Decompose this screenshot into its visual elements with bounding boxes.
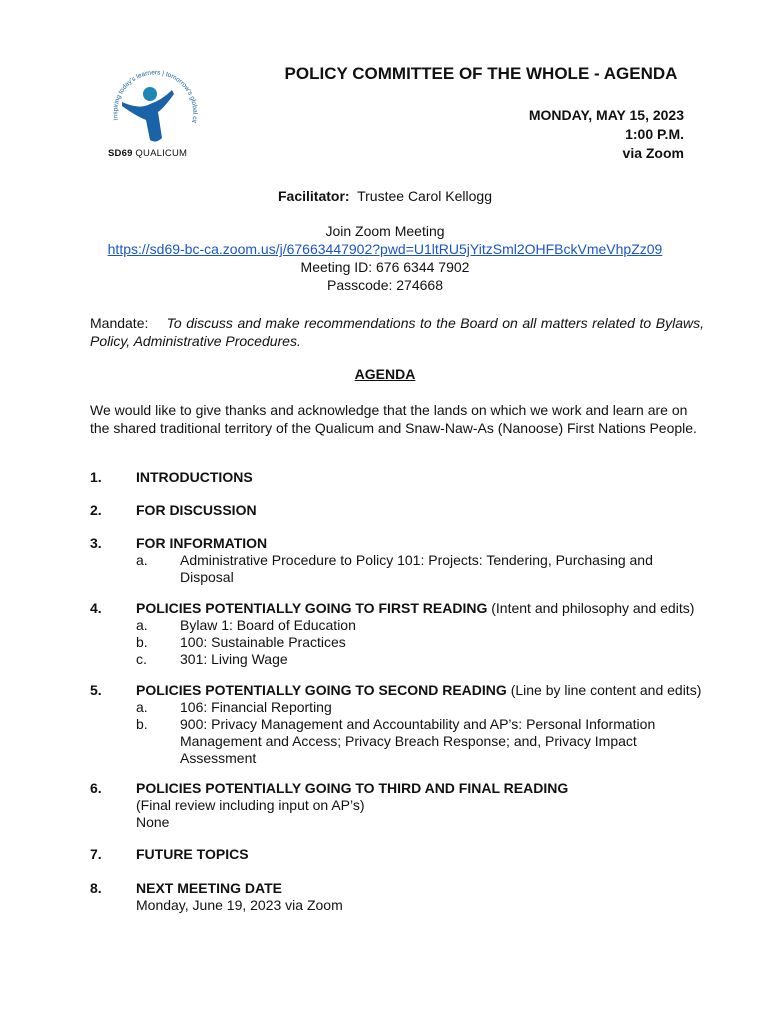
meeting-time: 1:00 P.M. bbox=[625, 126, 684, 142]
item-line: None bbox=[136, 814, 170, 830]
sub-item bbox=[136, 716, 706, 767]
item-number: 6. bbox=[90, 780, 102, 796]
item-title: POLICIES POTENTIALLY GOING TO SECOND READING bbox=[136, 682, 507, 698]
sub-item-letter: a. bbox=[136, 552, 148, 568]
facilitator-label: Facilitator: bbox=[278, 188, 350, 204]
sub-item-text: 100: Sustainable Practices bbox=[180, 634, 346, 650]
sub-item-text: Bylaw 1: Board of Education bbox=[180, 617, 356, 633]
land-acknowledgement: We would like to give thanks and acknowledge that the lands on which we work and learn are on the shared traditional territory of the Qualicum and Snaw-Naw-As (Nanoose) First Nations People. bbox=[90, 402, 697, 436]
item-title: FOR INFORMATION bbox=[136, 535, 268, 551]
sub-item-letter: a. bbox=[136, 617, 148, 633]
meeting-date-block bbox=[529, 106, 684, 163]
sub-item bbox=[136, 634, 706, 651]
item-note: (Line by line content and edits) bbox=[510, 682, 702, 698]
item-line: Monday, June 19, 2023 via Zoom bbox=[136, 897, 343, 913]
item-note: (Intent and philosophy and edits) bbox=[491, 600, 695, 616]
zoom-join-text: Join Zoom Meeting bbox=[325, 223, 445, 239]
sub-item-text: 900: Privacy Management and Accountability and AP’s: Personal Information Management and Access; Privacy Breach Response; and, Privacy Impact Assessment bbox=[180, 716, 656, 766]
item-title: NEXT MEETING DATE bbox=[136, 880, 282, 896]
zoom-meeting-link[interactable]: https://sd69-bc-ca.zoom.us/j/67663447902?pwd=U1ltRU5jYitzSml2OHFBckVmeVhpZz09 bbox=[107, 241, 663, 257]
item-title: FOR DISCUSSION bbox=[136, 502, 257, 518]
item-title: INTRODUCTIONS bbox=[136, 469, 253, 485]
item-number: 1. bbox=[90, 469, 102, 485]
item-number: 4. bbox=[90, 600, 102, 616]
sub-item-letter: a. bbox=[136, 699, 148, 715]
facilitator-name: Trustee Carol Kellogg bbox=[357, 188, 492, 204]
item-number: 7. bbox=[90, 846, 102, 862]
item-number: 3. bbox=[90, 535, 102, 551]
logo-org-name bbox=[108, 148, 187, 159]
sub-item-text: 106: Financial Reporting bbox=[180, 699, 332, 715]
meeting-location: via Zoom bbox=[622, 145, 684, 161]
item-title: POLICIES POTENTIALLY GOING TO FIRST READING bbox=[136, 600, 488, 616]
mandate bbox=[90, 314, 704, 350]
mandate-text: To discuss and make recommendations to the Board on all matters related to Bylaws, Policy, Administrative Procedures. bbox=[90, 315, 704, 349]
agenda-heading: AGENDA bbox=[354, 366, 416, 382]
facilitator-line bbox=[0, 188, 770, 204]
sub-item bbox=[136, 699, 706, 716]
sub-item-letter: b. bbox=[136, 716, 148, 732]
logo-arc-text: Inspiring today's learners | tomorrow's global cit bbox=[112, 69, 199, 124]
item-number: 2. bbox=[90, 502, 102, 518]
sub-item bbox=[136, 552, 706, 586]
mandate-label: Mandate: bbox=[90, 315, 149, 331]
page-title: POLICY COMMITTEE OF THE WHOLE - AGENDA bbox=[284, 64, 678, 83]
item-title: FUTURE TOPICS bbox=[136, 846, 249, 862]
sub-item-letter: b. bbox=[136, 634, 148, 650]
sub-item bbox=[136, 651, 706, 668]
logo-org-bold: SD69 bbox=[108, 148, 133, 159]
meeting-date: MONDAY, MAY 15, 2023 bbox=[528, 107, 684, 123]
zoom-meeting-id: Meeting ID: 676 6344 7902 bbox=[300, 259, 470, 275]
sub-item-text: 301: Living Wage bbox=[180, 651, 288, 667]
item-line: (Final review including input on AP’s) bbox=[136, 797, 365, 813]
logo-org-light: QUALICUM bbox=[135, 148, 188, 159]
item-number: 5. bbox=[90, 682, 102, 698]
item-number: 8. bbox=[90, 880, 102, 896]
sub-item bbox=[136, 617, 706, 634]
item-title: POLICIES POTENTIALLY GOING TO THIRD AND FINAL READING bbox=[136, 780, 569, 796]
zoom-passcode: Passcode: 274668 bbox=[327, 277, 443, 293]
sub-item-text: Administrative Procedure to Policy 101: Projects: Tendering, Purchasing and Disposal bbox=[180, 552, 653, 585]
sub-item-letter: c. bbox=[136, 651, 147, 667]
